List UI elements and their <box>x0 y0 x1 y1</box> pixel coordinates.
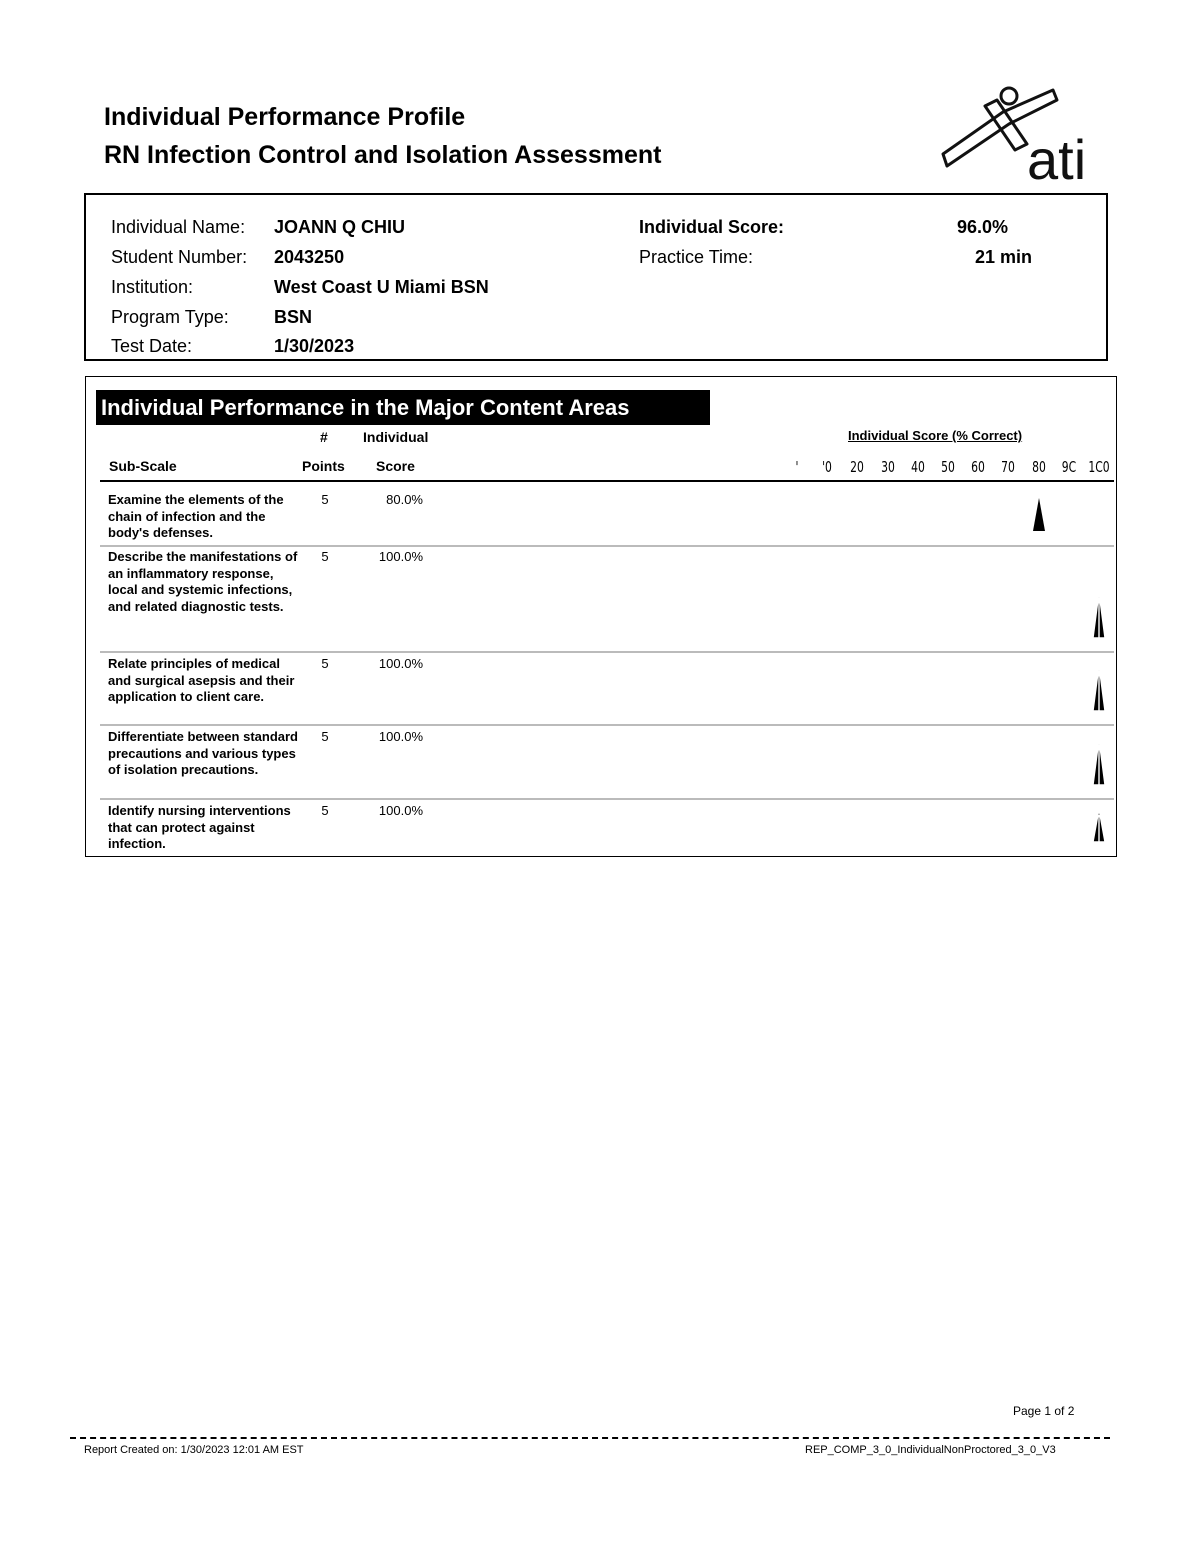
subscale-points: 5 <box>321 656 329 671</box>
ati-logo <box>935 84 1110 184</box>
subscale-score: 100.0% <box>378 656 423 671</box>
score-header: Score <box>376 458 415 474</box>
test-date-value: 1/30/2023 <box>274 336 355 356</box>
program-type-label: Program Type: <box>111 307 229 327</box>
row-divider <box>100 651 1114 653</box>
subscale-score: 100.0% <box>378 729 423 744</box>
score-marker <box>1089 809 1109 842</box>
student-info-box <box>84 193 1108 361</box>
student-number-value: 2043250 <box>274 247 345 267</box>
points-header-hash: # <box>320 429 328 445</box>
subscale-name: Examine the elements of the chain of infection and the body's defenses. <box>108 492 284 540</box>
institution-label: Institution: <box>111 277 194 297</box>
header-rule <box>100 480 1114 482</box>
axis-tick-label: 40 <box>910 458 925 476</box>
subscale-points: 5 <box>321 803 329 818</box>
subscale-points: 5 <box>321 729 329 744</box>
subscale-points: 5 <box>321 549 329 564</box>
section-banner: Individual Performance in the Major Content Areas <box>96 390 710 425</box>
page-number: Page 1 of 2 <box>1013 1404 1075 1418</box>
logo-text: ati <box>1027 128 1087 184</box>
axis-tick-label: 9C <box>1061 458 1076 476</box>
assessment-title: RN Infection Control and Isolation Assessment <box>104 141 662 169</box>
page-title: Individual Performance Profile <box>104 103 466 131</box>
axis-tick-label: ' <box>795 458 799 476</box>
score-marker <box>1089 739 1109 785</box>
practice-time-value: 21 min <box>975 247 1033 267</box>
axis-tick-label: 60 <box>971 458 986 476</box>
subscale-name: Identify nursing interventions that can protect against infection. <box>108 803 291 851</box>
points-header: Points <box>302 458 345 474</box>
row-divider <box>100 545 1114 547</box>
individual-score-value: 96.0% <box>957 217 1009 237</box>
report-code: REP_COMP_3_0_IndividualNonProctored_3_0_V3 <box>805 1444 1056 1456</box>
score-header-line1: Individual <box>363 429 429 445</box>
test-date-label: Test Date: <box>111 336 193 356</box>
student-number-label: Student Number: <box>111 247 248 267</box>
performance-section <box>85 376 1117 857</box>
score-marker <box>1029 498 1049 531</box>
subscale-score: 100.0% <box>378 803 423 818</box>
row-divider <box>100 724 1114 726</box>
axis-tick-label: 1C0 <box>1088 458 1110 476</box>
practice-time-label: Practice Time: <box>639 247 754 267</box>
program-type-value: BSN <box>274 307 313 327</box>
axis-tick-label: '0 <box>822 458 833 476</box>
footer-divider <box>70 1437 1110 1439</box>
score-marker <box>1089 665 1109 711</box>
row-divider <box>100 798 1114 800</box>
axis-tick-label: 80 <box>1031 458 1046 476</box>
subscale-name: Relate principles of medical and surgical asepsis and their application to client care. <box>108 656 295 704</box>
axis-tick-label: 30 <box>880 458 895 476</box>
chart-title: Individual Score (% Correct) <box>848 428 1023 443</box>
subscale-score: 80.0% <box>386 492 423 507</box>
subscale-name: Describe the manifestations of an inflammatory response, local and systemic infections, and related diagnostic tests. <box>108 549 298 614</box>
individual-name-label: Individual Name: <box>111 217 246 237</box>
axis-tick-label: 70 <box>1001 458 1016 476</box>
subscale-name: Differentiate between standard precautions and various types of isolation precautions. <box>108 729 298 777</box>
axis-tick-label: 50 <box>941 458 955 476</box>
individual-name-value: JOANN Q CHIU <box>274 217 406 237</box>
subscale-header: Sub-Scale <box>109 458 177 474</box>
institution-value: West Coast U Miami BSN <box>274 277 489 297</box>
individual-score-label: Individual Score: <box>639 217 785 237</box>
subscale-points: 5 <box>321 492 329 507</box>
score-marker <box>1089 592 1109 638</box>
report-created: Report Created on: 1/30/2023 12:01 AM EST <box>84 1444 304 1456</box>
axis-tick-label: 20 <box>850 458 865 476</box>
subscale-score: 100.0% <box>378 549 423 564</box>
